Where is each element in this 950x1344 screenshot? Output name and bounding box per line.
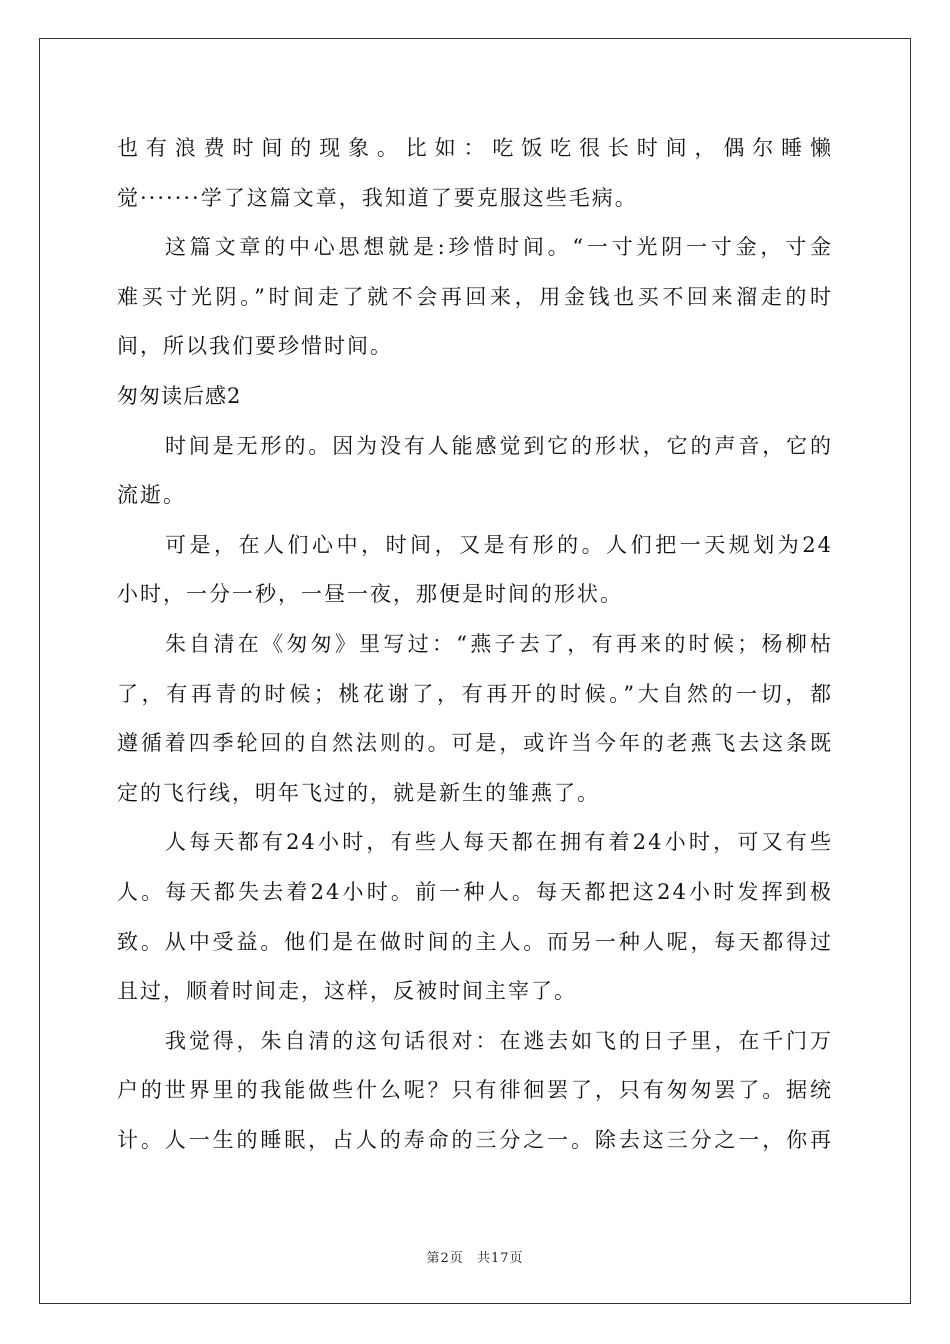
paragraph-2: [117, 223, 833, 372]
page-footer: [0, 1247, 950, 1266]
paragraph-7: [117, 1017, 833, 1166]
paragraph-4: [117, 521, 833, 620]
text-line: 可是，在人们心中，时间，又是有形的。人们把一天规划为24: [165, 532, 833, 557]
text-line: 遵循着四季轮回的自然法则的。可是，或许当今年的老燕飞去这条既: [117, 731, 833, 756]
text-line: 且过，顺着时间走，这样，反被时间主宰了。: [117, 979, 577, 1004]
text-line: 也有浪费时间的现象。比如：吃饭吃很长时间，偶尔睡懒: [117, 136, 833, 160]
text-line: 计。人一生的睡眠，占人的寿命的三分之一。除去这三分之一，你再: [117, 1127, 833, 1152]
paragraph-1: [117, 124, 833, 223]
text-line: 定的飞行线，明年飞过的，就是新生的雏燕了。: [117, 780, 600, 805]
text-line: 人。每天都失去着24小时。前一种人。每天都把这24小时发挥到极: [117, 879, 833, 904]
text-line: 时间是无形的。因为没有人能感觉到它的形状，它的声音，它的: [165, 433, 833, 458]
page-total: 共17页: [476, 1251, 524, 1266]
page-number: 第2页: [426, 1251, 464, 1266]
text-line: 了，有再青的时候；桃花谢了，有再开的时候。”大自然的一切，都: [117, 681, 833, 706]
text-line: 朱自清在《匆匆》里写过：“燕子去了，有再来的时候；杨柳枯: [165, 631, 833, 656]
paragraph-3: [117, 422, 833, 521]
text-line: 我觉得，朱自清的这句话很对：在逃去如飞的日子里，在千门万: [165, 1028, 833, 1053]
text-line: 致。从中受益。他们是在做时间的主人。而另一种人呢，每天都得过: [117, 929, 833, 954]
text-line: 这篇文章的中心思想就是:珍惜时间。“一寸光阴一寸金，寸金: [165, 235, 833, 260]
text-line: 小时，一分一秒，一昼一夜，那便是时间的形状。: [117, 582, 623, 607]
document-body: [117, 124, 833, 1165]
section-heading: 匆匆读后感2: [117, 383, 242, 408]
text-line: 流逝。: [117, 483, 186, 508]
text-line: 觉·······学了这篇文章，我知道了要克服这些毛病。: [117, 185, 638, 210]
text-line: 难买寸光阴。”时间走了就不会再回来，用金钱也买不回来溜走的时: [117, 284, 833, 309]
paragraph-6: [117, 818, 833, 1016]
paragraph-5: [117, 620, 833, 818]
text-line: 人每天都有24小时，有些人每天都在拥有着24小时，可又有些: [165, 830, 833, 855]
text-line: 户的世界里的我能做些什么呢？只有徘徊罢了，只有匆匆罢了。据统: [117, 1078, 833, 1103]
text-line: 间，所以我们要珍惜时间。: [117, 334, 393, 359]
